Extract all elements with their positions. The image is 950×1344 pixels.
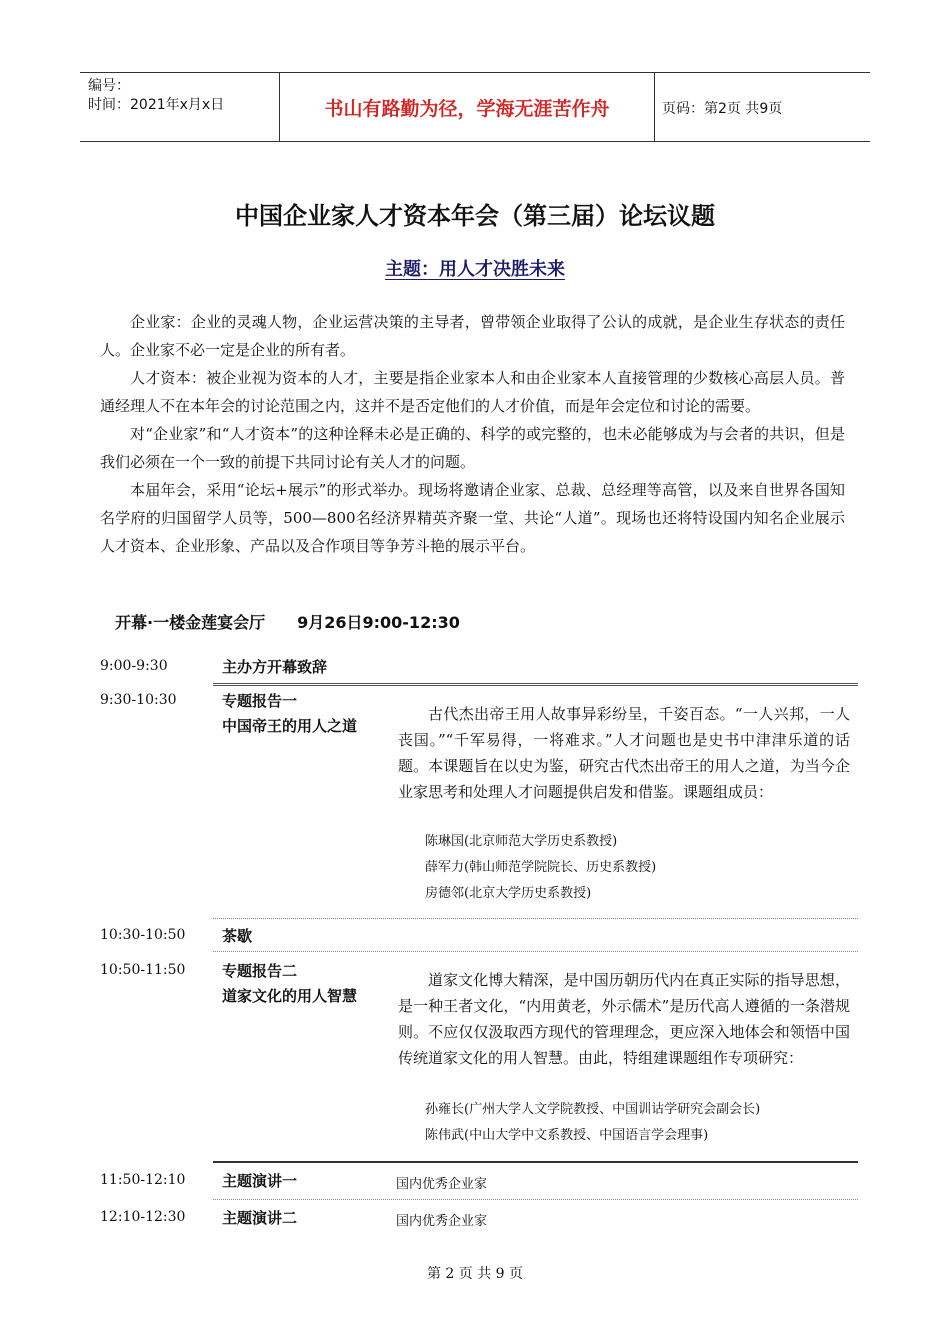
schedule-title: 专题报告一 bbox=[222, 692, 298, 710]
member: 孙雍长(广州大学人文学院教授、中国训诂学研究会副会长) bbox=[425, 1102, 761, 1117]
divider bbox=[213, 1199, 858, 1200]
schedule-title: 主办方开幕致辞 bbox=[222, 658, 328, 676]
member: 陈琳国(北京师范大学历史系教授) bbox=[425, 834, 618, 849]
header-motto: 书山有路勤为径，学海无涯苦作舟 bbox=[280, 73, 655, 141]
schedule-time: 10:50-11:50 bbox=[100, 962, 186, 978]
schedule-speaker: 国内优秀企业家 bbox=[396, 1177, 488, 1192]
document-time: 时间：2021年x月x日 bbox=[88, 97, 225, 113]
schedule-time: 9:00-9:30 bbox=[100, 658, 168, 674]
schedule-topic: 道家文化的用人智慧 bbox=[222, 987, 358, 1005]
schedule-time: 11:50-12:10 bbox=[100, 1172, 186, 1188]
schedule-title: 专题报告二 bbox=[222, 962, 298, 980]
page-footer: 第 2 页 共 9 页 bbox=[426, 1266, 524, 1282]
session-heading bbox=[115, 610, 460, 633]
member: 薛军力(韩山师范学院院长、历史系教授) bbox=[425, 860, 657, 875]
schedule-time: 12:10-12:30 bbox=[100, 1209, 186, 1225]
member-list bbox=[425, 1097, 760, 1149]
member: 房德邻(北京大学历史系教授) bbox=[425, 886, 592, 901]
schedule-time: 9:30-10:30 bbox=[100, 692, 177, 708]
session-date-time: 9月26日9:00-12:30 bbox=[297, 613, 460, 632]
header-page-number: 页码：第2页 共9页 bbox=[662, 101, 783, 117]
paragraph: 人才资本：被企业视为资本的人才，主要是指企业家本人和由企业家本人直接管理的少数核心高层人员。普通经理人不在本年会的讨论范围之内，这并不是否定他们的人才价值，而是年会定位和讨论的需要。 bbox=[100, 369, 845, 415]
paragraph: 对“企业家”和“人才资本”的这种诠释未必是正确的、科学的或完整的，也未必能够成为与会者的共识，但是我们必须在一个一致的前提下共同讨论有关人才的问题。 bbox=[100, 425, 845, 471]
divider bbox=[213, 951, 858, 952]
member-list bbox=[425, 829, 656, 907]
divider bbox=[213, 683, 858, 686]
header-meta bbox=[80, 73, 280, 141]
divider bbox=[213, 1161, 858, 1163]
document-number: 编号： bbox=[88, 78, 130, 94]
schedule-topic: 中国帝王的用人之道 bbox=[222, 717, 358, 735]
document-title: 中国企业家人才资本年会（第三届）论坛议题 bbox=[235, 202, 715, 230]
schedule-description bbox=[398, 701, 850, 805]
schedule-title: 主题演讲一 bbox=[222, 1172, 298, 1190]
subtitle-text: 主题：用人才决胜未来 bbox=[385, 259, 565, 280]
document-subtitle bbox=[0, 255, 950, 281]
page-header bbox=[80, 72, 870, 142]
schedule-speaker: 国内优秀企业家 bbox=[396, 1214, 488, 1229]
intro-body bbox=[100, 308, 845, 560]
schedule-title: 茶歇 bbox=[222, 927, 253, 945]
schedule-description bbox=[398, 967, 850, 1071]
schedule-title: 主题演讲二 bbox=[222, 1209, 298, 1227]
paragraph: 企业家：企业的灵魂人物，企业运营决策的主导者，曾带领企业取得了公认的成就，是企业生存状态的责任人。企业家不必一定是企业的所有者。 bbox=[100, 313, 845, 359]
divider bbox=[213, 918, 858, 919]
member: 陈伟武(中山大学中文系教授、中国语言学会理事) bbox=[425, 1128, 709, 1143]
session-place: 开幕·一楼金莲宴会厅 bbox=[115, 613, 266, 632]
paragraph: 本届年会，采用“论坛+展示”的形式举办。现场将邀请企业家、总裁、总经理等高管，以及来自世界各国知名学府的归国留学人员等，500—800名经济界精英齐聚一堂、共论“人道”。现场也还将特设国内知名企业展示人才资本、企业形象、产品以及合作项目等争芳斗艳的展示平台。 bbox=[100, 481, 845, 555]
description-text: 古代杰出帝王用人故事异彩纷呈，千姿百态。“一人兴邦，一人丧国。”“千军易得，一将难求。”人才问题也是史书中津津乐道的话题。本课题旨在以史为鉴，研究古代杰出帝王的用人之道，为当今企业家思考和处理人才问题提供启发和借鉴。课题组成员： bbox=[398, 705, 850, 801]
description-text: 道家文化博大精深，是中国历朝历代内在真正实际的指导思想，是一种王者文化，“内用黄老，外示儒术”是历代高人遵循的一条潜规则。不应仅仅汲取西方现代的管理理念，更应深入地体会和领悟中国传统道家文化的用人智慧。由此，特组建课题组作专项研究： bbox=[398, 971, 850, 1067]
schedule-time: 10:30-10:50 bbox=[100, 927, 186, 943]
